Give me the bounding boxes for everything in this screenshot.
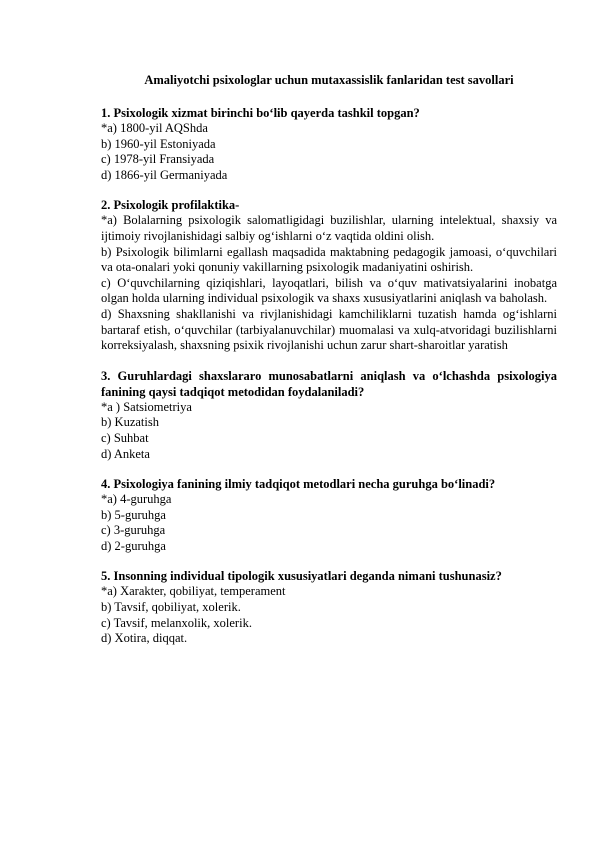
question-text: 4. Psixologiya fanining ilmiy tadqiqot metodlari necha guruhga bo‘linadi?	[101, 477, 496, 492]
answer-option: d) 1866-yil Germaniyada	[101, 167, 228, 182]
answer-option: b) Psixologik bilimlarni egallash maqsadida maktabning pedagogik jamoasi, o‘quvchilari va ota-onalari yoki qonuniy vakillarning psixologik madaniyatini oshirish.	[101, 244, 557, 275]
question-text: 5. Insonning individual tipologik xususiyatlari deganda nimani tushunasiz?	[101, 569, 502, 584]
answer-option: c) O‘quvchilarning qiziqishlari, layoqatlari, bilish va o‘quv mativatsiyalarini inobatga olgan holda ularning individual psixologik va shaxs xususiyatlarini aniqlash va baholash.	[101, 275, 557, 306]
question-1	[101, 105, 557, 183]
answer-option: *a) Bolalarning psixologik salomatligidagi buzilishlar, ularning intelektual, shaxsiy va ijtimoiy rivojlanishidagi salbiy og‘ishlarni o‘z vaqtida oldini olish.	[101, 213, 557, 243]
answer-option: c) 3-guruhga	[101, 523, 166, 538]
answer-option: b) Tavsif, qobiliyat, xolerik.	[101, 600, 241, 615]
answer-option: *a) 1800-yil AQShda	[101, 121, 208, 135]
document-title: Amaliyotchi psixologlar uchun mutaxassislik fanlaridan test savollari	[144, 73, 514, 87]
question-text: 2. Psixologik profilaktika-	[101, 198, 240, 213]
document-page	[101, 72, 557, 661]
answer-option: d) Anketa	[101, 446, 150, 461]
question-5	[101, 568, 557, 646]
answer-option: d) Shaxsning shakllanishi va rivjlanishidagi kamchiliklarni tuzatish hamda og‘ishlarni bartaraf etish, o‘quvchilar (tarbiyalanuvchilar) muomalasi va xulq-atvoridagi buzilishlarni korreksiyalash, shaxsning psixik rivojlanishi uchun zarur shart-sharoitlar yaratish	[101, 306, 557, 353]
answer-option: d) Xotira, diqqat.	[101, 631, 188, 646]
question-2	[101, 197, 557, 353]
question-4	[101, 476, 557, 554]
answer-option: c) Suhbat	[101, 430, 149, 445]
question-text: 1. Psixologik xizmat birinchi bo‘lib qayerda tashkil topgan?	[101, 106, 420, 120]
answer-option: b) Kuzatish	[101, 415, 159, 430]
question-3	[101, 368, 557, 462]
question-text: 3. Guruhlardagi shaxslararo munosabatlarni aniqlash va o‘lchashda psixologiya fanining qaysi tadqiqot metodidan foydalaniladi?	[101, 368, 557, 399]
answer-option: *a) Xarakter, qobiliyat, temperament	[101, 584, 286, 599]
answer-option: c) Tavsif, melanxolik, xolerik.	[101, 615, 252, 630]
answer-option: c) 1978-yil Fransiyada	[101, 152, 215, 167]
answer-option: d) 2-guruhga	[101, 538, 166, 553]
answer-option: *a) 4-guruhga	[101, 492, 172, 507]
answer-option: b) 1960-yil Estoniyada	[101, 136, 216, 151]
answer-option: *a ) Satsiometriya	[101, 399, 192, 414]
answer-option: b) 5-guruhga	[101, 507, 166, 522]
